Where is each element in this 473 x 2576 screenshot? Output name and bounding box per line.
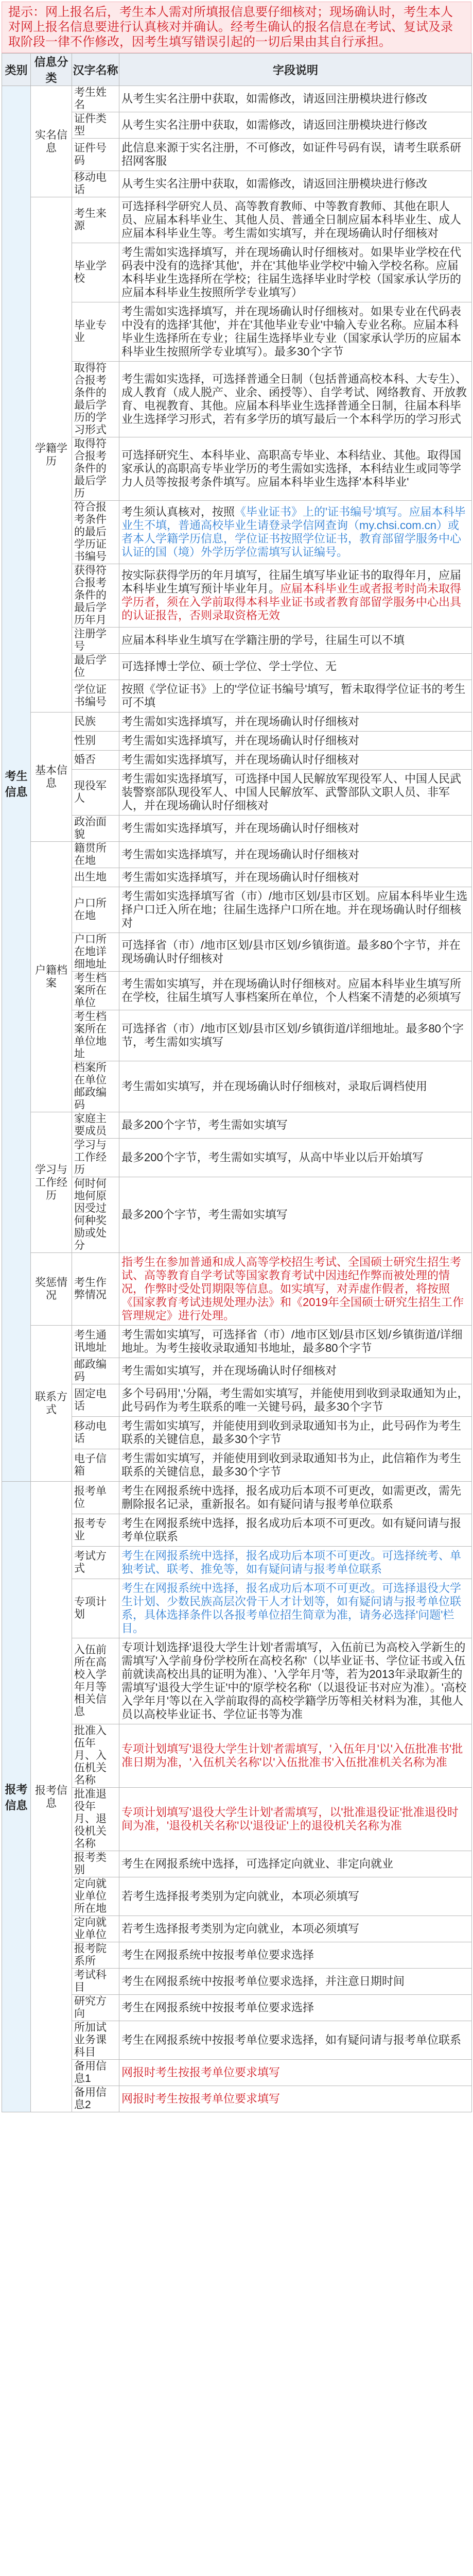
field-description-text: 《毕业证书》上的 xyxy=(235,505,326,519)
table-row xyxy=(2,1010,472,1061)
field-description-cell xyxy=(119,1724,472,1788)
field-description-text: 多个号码用','分隔，考生需如实填写，并能使用到收到录取通知为止，此号码作为考生联系的唯一关键号码，最多30个字节 xyxy=(121,1387,469,1414)
field-name: 入伍前所在高校入学年月等相关信息 xyxy=(74,1644,107,1718)
field-name-cell xyxy=(72,842,119,868)
field-description-cell xyxy=(119,972,472,1010)
field-name: 取得符合报考条件的最后学历的学习形式 xyxy=(74,362,107,436)
field-name-cell xyxy=(72,1724,119,1788)
field-name: 考生档案所在单位地址 xyxy=(74,1011,107,1060)
field-description-text: '证书编号' xyxy=(325,505,375,519)
field-description-cell xyxy=(119,1326,472,1358)
field-description-cell xyxy=(119,1851,472,1877)
field-name-cell xyxy=(72,1579,119,1638)
field-name-cell xyxy=(72,654,119,680)
field-description-text: 考生在网报系统中选择，报名成功后本项不可更改。如有疑问请与报考单位联系 xyxy=(121,1517,462,1544)
table-row xyxy=(2,1358,472,1384)
table-row xyxy=(2,732,472,751)
table-row xyxy=(2,1916,472,1942)
field-name-cell xyxy=(72,1358,119,1384)
table-row xyxy=(2,1724,472,1788)
field-description-cell xyxy=(119,732,472,751)
field-name-cell xyxy=(72,1417,119,1449)
field-name: 何时何地何原因受过何种奖励或处分 xyxy=(74,1178,107,1252)
field-name-cell xyxy=(72,197,119,243)
group-cell xyxy=(31,1112,72,1253)
field-name: 考生姓名 xyxy=(74,87,107,111)
group-label: 报考信息 xyxy=(35,1784,67,1809)
header-field: 汉字名称 xyxy=(72,54,119,86)
field-description-cell xyxy=(119,362,472,437)
field-description-text: 此信息来源于实名注册，不可修改，如证件号码有误，请考生联系研招网客服 xyxy=(121,141,462,168)
field-description-cell xyxy=(119,887,472,933)
field-description-cell xyxy=(119,1417,472,1449)
section-label: 考生信息 xyxy=(5,770,28,799)
field-name: 所加试业务课科目 xyxy=(74,2022,107,2059)
table-row xyxy=(2,751,472,770)
table-row xyxy=(2,842,472,868)
field-name: 证件类型 xyxy=(74,113,107,138)
field-description-text: 考生需如实选择填写，并在现场确认时仔细核对 xyxy=(121,734,360,748)
field-name: 备用信息1 xyxy=(74,2060,107,2085)
field-name: 定向就业单位所在地 xyxy=(74,1878,107,1915)
field-description-text: 可选择研究生、本科毕业、高职高专毕业、本科结业、其他。取得国家承认的高职高专毕业学历的考生需如实选择，本科结业生或同等学力人员等按报考条件填写。应届本科毕业生选择'本科毕业' xyxy=(121,449,462,489)
field-name: 民族 xyxy=(74,716,96,728)
field-description-text: 应届本科毕业生或者报考时尚未取得学历者，须在入学前取得本科毕业证书或者教育部留学服务中心出具的认证报告，否则录取资格无效 xyxy=(121,582,462,622)
field-name-cell xyxy=(72,1010,119,1061)
field-name-cell xyxy=(72,1253,119,1326)
field-name-cell xyxy=(72,628,119,654)
field-name-cell xyxy=(72,1177,119,1253)
notice-banner xyxy=(2,2,471,53)
field-name-cell xyxy=(72,816,119,842)
field-name: 移动电话 xyxy=(74,172,107,196)
field-name-cell xyxy=(72,1482,119,1514)
field-description-text: 考生需如实填写，可选择省（市）/地市区划/县市区划/乡镇街道/详细地址。为考生接收录取通知书地址，最多80个字节 xyxy=(121,1328,463,1355)
field-description-cell xyxy=(119,1877,472,1916)
field-description-text: 考生在网报系统中按报考单位要求选择 xyxy=(121,1948,314,1962)
field-description-text: 考生在网报系统中选择，报名成功后本项不可更改。可选择退役大学生计划、少数民族高层次骨干人才计划等，如有疑问请与报考单位联系，具体选择条件以各报考单位招生简章为准，请务必选择'问题'栏目。 xyxy=(121,1582,462,1635)
field-name: 考生来源 xyxy=(74,208,107,232)
table-row xyxy=(2,933,472,972)
section-label: 报考信息 xyxy=(5,1783,28,1812)
field-name: 毕业学校 xyxy=(74,260,107,285)
field-description-text: 考生需如实选择填写，并在现场确认时仔细核对 xyxy=(121,715,360,728)
field-name: 邮政编码 xyxy=(74,1359,107,1383)
field-description-cell xyxy=(119,86,472,112)
table-row xyxy=(2,1638,472,1724)
field-name-cell xyxy=(72,1514,119,1547)
field-name-cell xyxy=(72,1916,119,1942)
table-row xyxy=(2,1788,472,1851)
table-header-row xyxy=(2,54,472,86)
field-name: 报考单位 xyxy=(74,1485,107,1510)
table-row xyxy=(2,501,472,564)
field-description-text: 考生需如实选择，可选择普通全日制（包括普通高校本科、大专生）、成人教育（成人脱产、业余、函授等）、自学考试、网络教育、开放教育、电视教育、其他。应届本科毕业生选择普通全日制，往届本科毕业生选择学习形式，若有多学历的填写最后一个本科学历的学习形式 xyxy=(121,372,467,426)
field-description-cell xyxy=(119,1788,472,1851)
table-row xyxy=(2,868,472,887)
field-description-text: 考生需如实选择填写，并在现场确认时仔细核对 xyxy=(121,848,360,861)
table-row xyxy=(2,139,472,171)
table-row xyxy=(2,887,472,933)
field-name-cell xyxy=(72,1449,119,1482)
table-row xyxy=(2,2021,472,2060)
table-row xyxy=(2,2060,472,2086)
field-description-cell xyxy=(119,628,472,654)
field-name-cell xyxy=(72,887,119,933)
table-row xyxy=(2,564,472,628)
group-label: 实名信息 xyxy=(35,129,67,154)
field-description-text: 考生需如实填写，并在现场确认时仔细核对，录取后调档使用 xyxy=(121,1080,428,1093)
field-name: 电子信箱 xyxy=(74,1453,107,1478)
group-label: 学习与工作经历 xyxy=(35,1163,67,1201)
field-description-text: 若考生选择报考类别为定向就业，本项必须填写 xyxy=(121,1890,360,1903)
table-row xyxy=(2,972,472,1010)
field-description-text: 最多200个字节，考生需如实填写 xyxy=(121,1118,288,1132)
field-name-cell xyxy=(72,732,119,751)
field-description-cell xyxy=(119,1384,472,1417)
field-description-text: 填写。应届本科毕业生不填，普通高校毕业生请登录学信网查询（my.chsi.com.cn）或者本人学籍学历信息，学位证书按照学位证书，教育部留学服务中心认证的国（境）外学历学位需填写认证编号。 xyxy=(121,505,466,559)
field-description-text: 考生在网报系统中按报考单位要求选择 xyxy=(121,2001,314,2014)
header-description: 字段说明 xyxy=(119,54,472,86)
table-row xyxy=(2,1579,472,1638)
field-description-cell xyxy=(119,1514,472,1547)
field-description-cell xyxy=(119,933,472,972)
field-name-cell xyxy=(72,770,119,816)
field-name: 报考专业 xyxy=(74,1518,107,1543)
group-cell xyxy=(31,842,72,1112)
field-description-cell xyxy=(119,1112,472,1139)
table-row xyxy=(2,1969,472,1995)
field-name: 政治面貌 xyxy=(74,816,107,841)
field-name: 考试科目 xyxy=(74,1969,107,1994)
group-label: 户籍档案 xyxy=(35,964,67,990)
field-description-cell xyxy=(119,1358,472,1384)
field-name-cell xyxy=(72,2060,119,2086)
field-name-cell xyxy=(72,1851,119,1877)
field-name-cell xyxy=(72,139,119,171)
field-description-cell xyxy=(119,1139,472,1177)
field-description-text: 可选择科学研究人员、高等教育教师、中等教育教师、其他在职人员、应届本科毕业生、其他人员、普通全日制应届本科毕业生、成人应届本科毕业生等。考生需如实填写，并在现场确认时仔细核对 xyxy=(121,200,462,240)
field-name: 家庭主要成员 xyxy=(74,1113,107,1138)
notice-text: 提示：网上报名后，考生本人需对所填报信息要仔细核对；现场确认时，考生本人对网上报名信息要进行认真核对并确认。经考生确认的报名信息在考试、复试及录取阶段一律不作修改，因考生填写错误引起的一切后果由其自行承担。 xyxy=(8,5,453,49)
table-row xyxy=(2,1995,472,2021)
field-name-cell xyxy=(72,1969,119,1995)
field-description-text: 考生需如实选择填写省（市）/地市区划/县市区划。应届本科毕业生选择户口迁入所在地；往届生选择户口所在地。并在现场确认时仔细核对 xyxy=(121,890,468,930)
group-label: 奖惩情况 xyxy=(35,1277,67,1302)
field-name: 户口所在地详细地址 xyxy=(74,934,107,971)
field-description-text: 最多200个字节，考生需如实填写 xyxy=(121,1208,288,1222)
field-name-cell xyxy=(72,1547,119,1579)
table-row xyxy=(2,1942,472,1969)
field-name: 毕业专业 xyxy=(74,319,107,344)
field-name-cell xyxy=(72,933,119,972)
field-description-text: 考生需如实选择填写，并在现场确认时仔细核对。如果毕业学校在代码表中没有的选择'其他'，并在'其他毕业学校'中输入学校名称。应届本科毕业生选择所在学校；往届生选择毕业时学校（国家承认学历的应届本科毕业生按照所学专业填写） xyxy=(121,246,462,299)
field-description-text: 可选择省（市）/地市区划/县市区划/乡镇街道。最多80个字节，并在现场确认时仔细核对 xyxy=(121,939,461,965)
field-description-text: 考生在网报系统中选择，报名成功后本项不可更改，如需更改，需先删除报名记录，重新报名。如有疑问请与报考单位联系 xyxy=(121,1484,462,1511)
field-description-text: 考生需如实填写，并在现场确认时仔细核对。应届本科毕业生填写所在学校，往届生填写人事档案所在单位，个人档案不清楚的必须填写 xyxy=(121,977,462,1004)
field-description-text: 考生在网报系统中按报考单位要求选择，并注意日期时间 xyxy=(121,1975,405,1988)
table-row xyxy=(2,1482,472,1514)
field-name: 备用信息2 xyxy=(74,2087,107,2111)
field-description-text: 专项计划填写'退役大学生计划'者需填写，'入伍年月'以'入伍批准书'批准日期为准，'入伍机关名称'以'入伍批准书'入伍批准机关名称为准 xyxy=(121,1742,463,1769)
field-name: 出生地 xyxy=(74,871,107,884)
field-description-cell xyxy=(119,564,472,628)
field-description-text: 指考生在参加普通和成人高等学校招生考试、全国硕士研究生招生考试、高等教育自学考试等国家教育考试中因违纪作弊而被处理的情况，作弊时受处罚期限等信息。如实填写，对弄虚作假者，将按照《国家教育考试违规处理办法》和《2019年全国硕士研究生招生工作管理规定》进行处理。 xyxy=(121,1256,464,1323)
field-description-text: 考生需如实填写，并在现场确认时仔细核对 xyxy=(121,1364,337,1378)
field-name: 考试方式 xyxy=(74,1550,107,1575)
field-name-cell xyxy=(72,501,119,564)
field-description-text: 可选择省（市）/地市区划/县市区划/乡镇街道/详细地址。最多80个字节，考生需如实填写 xyxy=(121,1022,464,1049)
table-row xyxy=(2,171,472,197)
field-description-text: 从考生实名注册中获取，如需修改，请返回注册模块进行修改 xyxy=(121,177,428,191)
field-description-cell xyxy=(119,770,472,816)
field-name-cell xyxy=(72,1061,119,1112)
field-name-cell xyxy=(72,972,119,1010)
field-name: 移动电话 xyxy=(74,1420,107,1445)
field-name: 证件号码 xyxy=(74,142,107,167)
field-name-cell xyxy=(72,1942,119,1969)
field-name-cell xyxy=(72,751,119,770)
header-category: 类别 xyxy=(2,54,31,86)
table-row xyxy=(2,1326,472,1358)
group-cell xyxy=(31,713,72,842)
field-name: 批准入伍年月、入伍机关名称 xyxy=(74,1725,107,1787)
field-description-text: 专项计划选择'退役大学生计划'者需填写，入伍前已为高校入学新生的需填写'入学前身份学校所在高校名称'（以毕业证书、学位证书或入伍前就读高校出具的证明为准）、'入学年月'等，若为2013年录取新生的需填写'退役大学生证'中的'原学校名称'（以退役证书对应为准）。'高校入学年月'等以在入学前取得的高校学籍学历等相关材料为准，其他人员以高校毕业证书、学位证书等为准 xyxy=(121,1641,467,1721)
field-description-cell xyxy=(119,1547,472,1579)
table-row xyxy=(2,654,472,680)
field-description-text: 考生须认真核对，按照 xyxy=(121,505,235,519)
field-description-cell xyxy=(119,1482,472,1514)
field-description-cell xyxy=(119,1638,472,1724)
table-row xyxy=(2,1139,472,1177)
field-description-cell xyxy=(119,842,472,868)
field-name: 专项计划 xyxy=(74,1596,107,1621)
field-description-text: 考生需如实选择填写，并在现场确认时仔细核对 xyxy=(121,822,360,835)
field-name: 报考院系所 xyxy=(74,1943,107,1968)
group-cell xyxy=(31,1326,72,1482)
field-name-cell xyxy=(72,362,119,437)
field-name-cell xyxy=(72,2086,119,2112)
field-name-cell xyxy=(72,86,119,112)
field-description-cell xyxy=(119,713,472,732)
field-description-text: 从考生实名注册中获取，如需修改，请返回注册模块进行修改 xyxy=(121,92,428,106)
field-name: 籍贯所在地 xyxy=(74,842,107,867)
table-row xyxy=(2,243,472,302)
table-row xyxy=(2,112,472,139)
section-cell xyxy=(2,86,31,1482)
field-description-cell xyxy=(119,1942,472,1969)
table-row xyxy=(2,197,472,243)
field-description-cell xyxy=(119,243,472,302)
field-name: 固定电话 xyxy=(74,1388,107,1413)
field-description-text: 考生需如实选择填写，并在现场确认时仔细核对 xyxy=(121,871,360,884)
group-cell xyxy=(31,86,72,197)
field-name-cell xyxy=(72,1384,119,1417)
field-description-cell xyxy=(119,1969,472,1995)
field-description-cell xyxy=(119,816,472,842)
field-description-text: 考生需如实填写，并能使用到收到录取通知书为止，此号码作为考生联系的关键信息，最多30个字节 xyxy=(121,1419,462,1446)
field-name-cell xyxy=(72,1638,119,1724)
field-description-text: 考生在网报系统中选择，可选择定向就业、非定向就业 xyxy=(121,1857,394,1871)
header-group: 信息分类 xyxy=(31,54,72,86)
field-description-cell xyxy=(119,2060,472,2086)
table-row xyxy=(2,1177,472,1253)
field-description-text: 考生需如实选择填写，可选择中国人民解放军现役军人、中国人民武装警察部队现役军人、中国人民解放军、武警部队文职人员、非军人，并在现场确认时仔细核对 xyxy=(121,772,462,812)
field-name-cell xyxy=(72,1995,119,2021)
field-name: 取得符合报考条件的最后学历 xyxy=(74,438,107,500)
field-name-cell xyxy=(72,1877,119,1916)
field-name: 批准退役年月、退役机关名称 xyxy=(74,1788,107,1850)
field-description-cell xyxy=(119,751,472,770)
table-row xyxy=(2,1449,472,1482)
table-row xyxy=(2,1061,472,1112)
field-description-cell xyxy=(119,2021,472,2060)
field-description-text: 按实际获得学历的年月填写，往届生填写毕业证书的取得年月，应届本科毕业生填写预计毕业年月。 xyxy=(121,569,462,596)
table-row xyxy=(2,1112,472,1139)
group-cell xyxy=(31,1253,72,1326)
field-name-cell xyxy=(72,868,119,887)
table-row xyxy=(2,628,472,654)
field-description-text: 若考生选择报考类别为定向就业，本项必须填写 xyxy=(121,1922,360,1936)
field-description-cell xyxy=(119,1995,472,2021)
table-row xyxy=(2,816,472,842)
field-name-cell xyxy=(72,112,119,139)
field-name-cell xyxy=(72,1788,119,1851)
field-name: 现役军人 xyxy=(74,780,107,805)
table-row xyxy=(2,713,472,732)
field-description-text: 考生需如实选择填写，并在现场确认时仔细核对 xyxy=(121,753,360,767)
field-description-cell xyxy=(119,868,472,887)
field-name-cell xyxy=(72,1139,119,1177)
field-description-text: 网报时考生按报考单位要求填写 xyxy=(121,2066,281,2079)
field-name-cell xyxy=(72,171,119,197)
field-name: 档案所在单位邮政编码 xyxy=(74,1062,107,1111)
field-description-cell xyxy=(119,302,472,362)
field-name-cell xyxy=(72,302,119,362)
field-description-cell xyxy=(119,680,472,713)
group-label: 学籍学历 xyxy=(35,442,67,467)
section-cell xyxy=(2,1482,31,2112)
group-cell xyxy=(31,1482,72,2112)
field-name-cell xyxy=(72,1112,119,1139)
field-name: 婚否 xyxy=(74,754,96,766)
field-name: 最后学位 xyxy=(74,654,107,679)
field-name: 定向就业单位 xyxy=(74,1917,107,1941)
table-body xyxy=(2,86,472,2112)
field-name-cell xyxy=(72,680,119,713)
table-row xyxy=(2,1877,472,1916)
field-description-text: 从考生实名注册中获取，如需修改，请返回注册模块进行修改 xyxy=(121,118,428,132)
field-name: 报考类别 xyxy=(74,1852,107,1876)
field-name: 注册学号 xyxy=(74,628,107,653)
field-description-cell xyxy=(119,1177,472,1253)
field-description-cell xyxy=(119,1916,472,1942)
field-description-cell xyxy=(119,2086,472,2112)
field-name-cell xyxy=(72,243,119,302)
field-description-cell xyxy=(119,1449,472,1482)
table-row xyxy=(2,770,472,816)
field-description-text: 按照《学位证书》上的'学位证书编号'填写，暂未取得学位证书的考生可不填 xyxy=(121,683,466,709)
field-description-cell xyxy=(119,437,472,501)
field-description-text: 可选择博士学位、硕士学位、学士学位、无 xyxy=(121,660,337,673)
field-description-cell xyxy=(119,1253,472,1326)
field-name: 学习与工作经历 xyxy=(74,1139,107,1176)
field-table xyxy=(2,53,472,2112)
table-row xyxy=(2,1514,472,1547)
field-description-text: 考生在网报系统中按报考单位要求选择，如有疑问请与报考单位联系 xyxy=(121,2033,462,2047)
field-description-text: 考生需如实填写，并能使用到收到录取通知书为止，此信箱作为考生联系的关键信息，最多30个字节 xyxy=(121,1452,462,1479)
field-description-cell xyxy=(119,171,472,197)
table-row xyxy=(2,86,472,112)
field-name: 研究方向 xyxy=(74,1995,107,2020)
table-row xyxy=(2,302,472,362)
field-description-text: 网报时考生按报考单位要求填写 xyxy=(121,2092,281,2106)
table-row xyxy=(2,2086,472,2112)
field-description-cell xyxy=(119,112,472,139)
field-description-text: 考生在网报系统中选择，报名成功后本项不可更改。可选择统考、单独考试、联考、推免等，如有疑问请与报考单位联系 xyxy=(121,1549,462,1576)
field-name-cell xyxy=(72,713,119,732)
field-description-cell xyxy=(119,654,472,680)
field-name-cell xyxy=(72,437,119,501)
group-cell xyxy=(31,197,72,713)
field-name: 学位证书编号 xyxy=(74,684,107,708)
field-name: 符合报考条件的最后学历证书编号 xyxy=(74,501,107,563)
field-description-cell xyxy=(119,1010,472,1061)
field-name: 考生通讯地址 xyxy=(74,1329,107,1354)
table-row xyxy=(2,1547,472,1579)
field-description-text: 应届本科毕业生填写在学籍注册的学号，往届生可以不填 xyxy=(121,634,405,647)
table-row xyxy=(2,1851,472,1877)
field-name: 考生作弊情况 xyxy=(74,1277,107,1301)
field-name: 获得符合报考条件的最后学历年月 xyxy=(74,565,107,626)
group-label: 联系方式 xyxy=(35,1391,67,1416)
field-description-cell xyxy=(119,139,472,171)
field-name: 考生档案所在单位 xyxy=(74,972,107,1009)
field-description-text: 专项计划填写'退役大学生计划'者需填写，以'批准退役证'批准退役时间为准，'退役机关名称'以'退役证'上的退役机关名称为准 xyxy=(121,1806,459,1833)
table-row xyxy=(2,437,472,501)
field-name: 性别 xyxy=(74,735,96,747)
field-description-cell xyxy=(119,1061,472,1112)
table-row xyxy=(2,1384,472,1417)
field-description-cell xyxy=(119,197,472,243)
field-description-text: 最多200个字节，考生需如实填写，从高中毕业以后开始填写 xyxy=(121,1151,424,1164)
table-row xyxy=(2,1253,472,1326)
field-description-cell xyxy=(119,501,472,564)
field-name-cell xyxy=(72,1326,119,1358)
field-name: 户口所在地 xyxy=(74,897,107,922)
field-description-cell xyxy=(119,1579,472,1638)
table-row xyxy=(2,1417,472,1449)
field-name-cell xyxy=(72,2021,119,2060)
table-row xyxy=(2,680,472,713)
group-label: 基本信息 xyxy=(35,765,67,790)
field-name-cell xyxy=(72,564,119,628)
table-row xyxy=(2,362,472,437)
field-description-text: 考生需如实选择填写，并在现场确认时仔细核对。如果专业在代码表中没有的选择'其他'，并在'其他毕业专业'中输入专业名称。应届本科毕业生选择所在专业；往届生选择毕业专业（国家承认学历的应届本科毕业生按照所学专业填写）。最多30个字节 xyxy=(121,305,462,359)
